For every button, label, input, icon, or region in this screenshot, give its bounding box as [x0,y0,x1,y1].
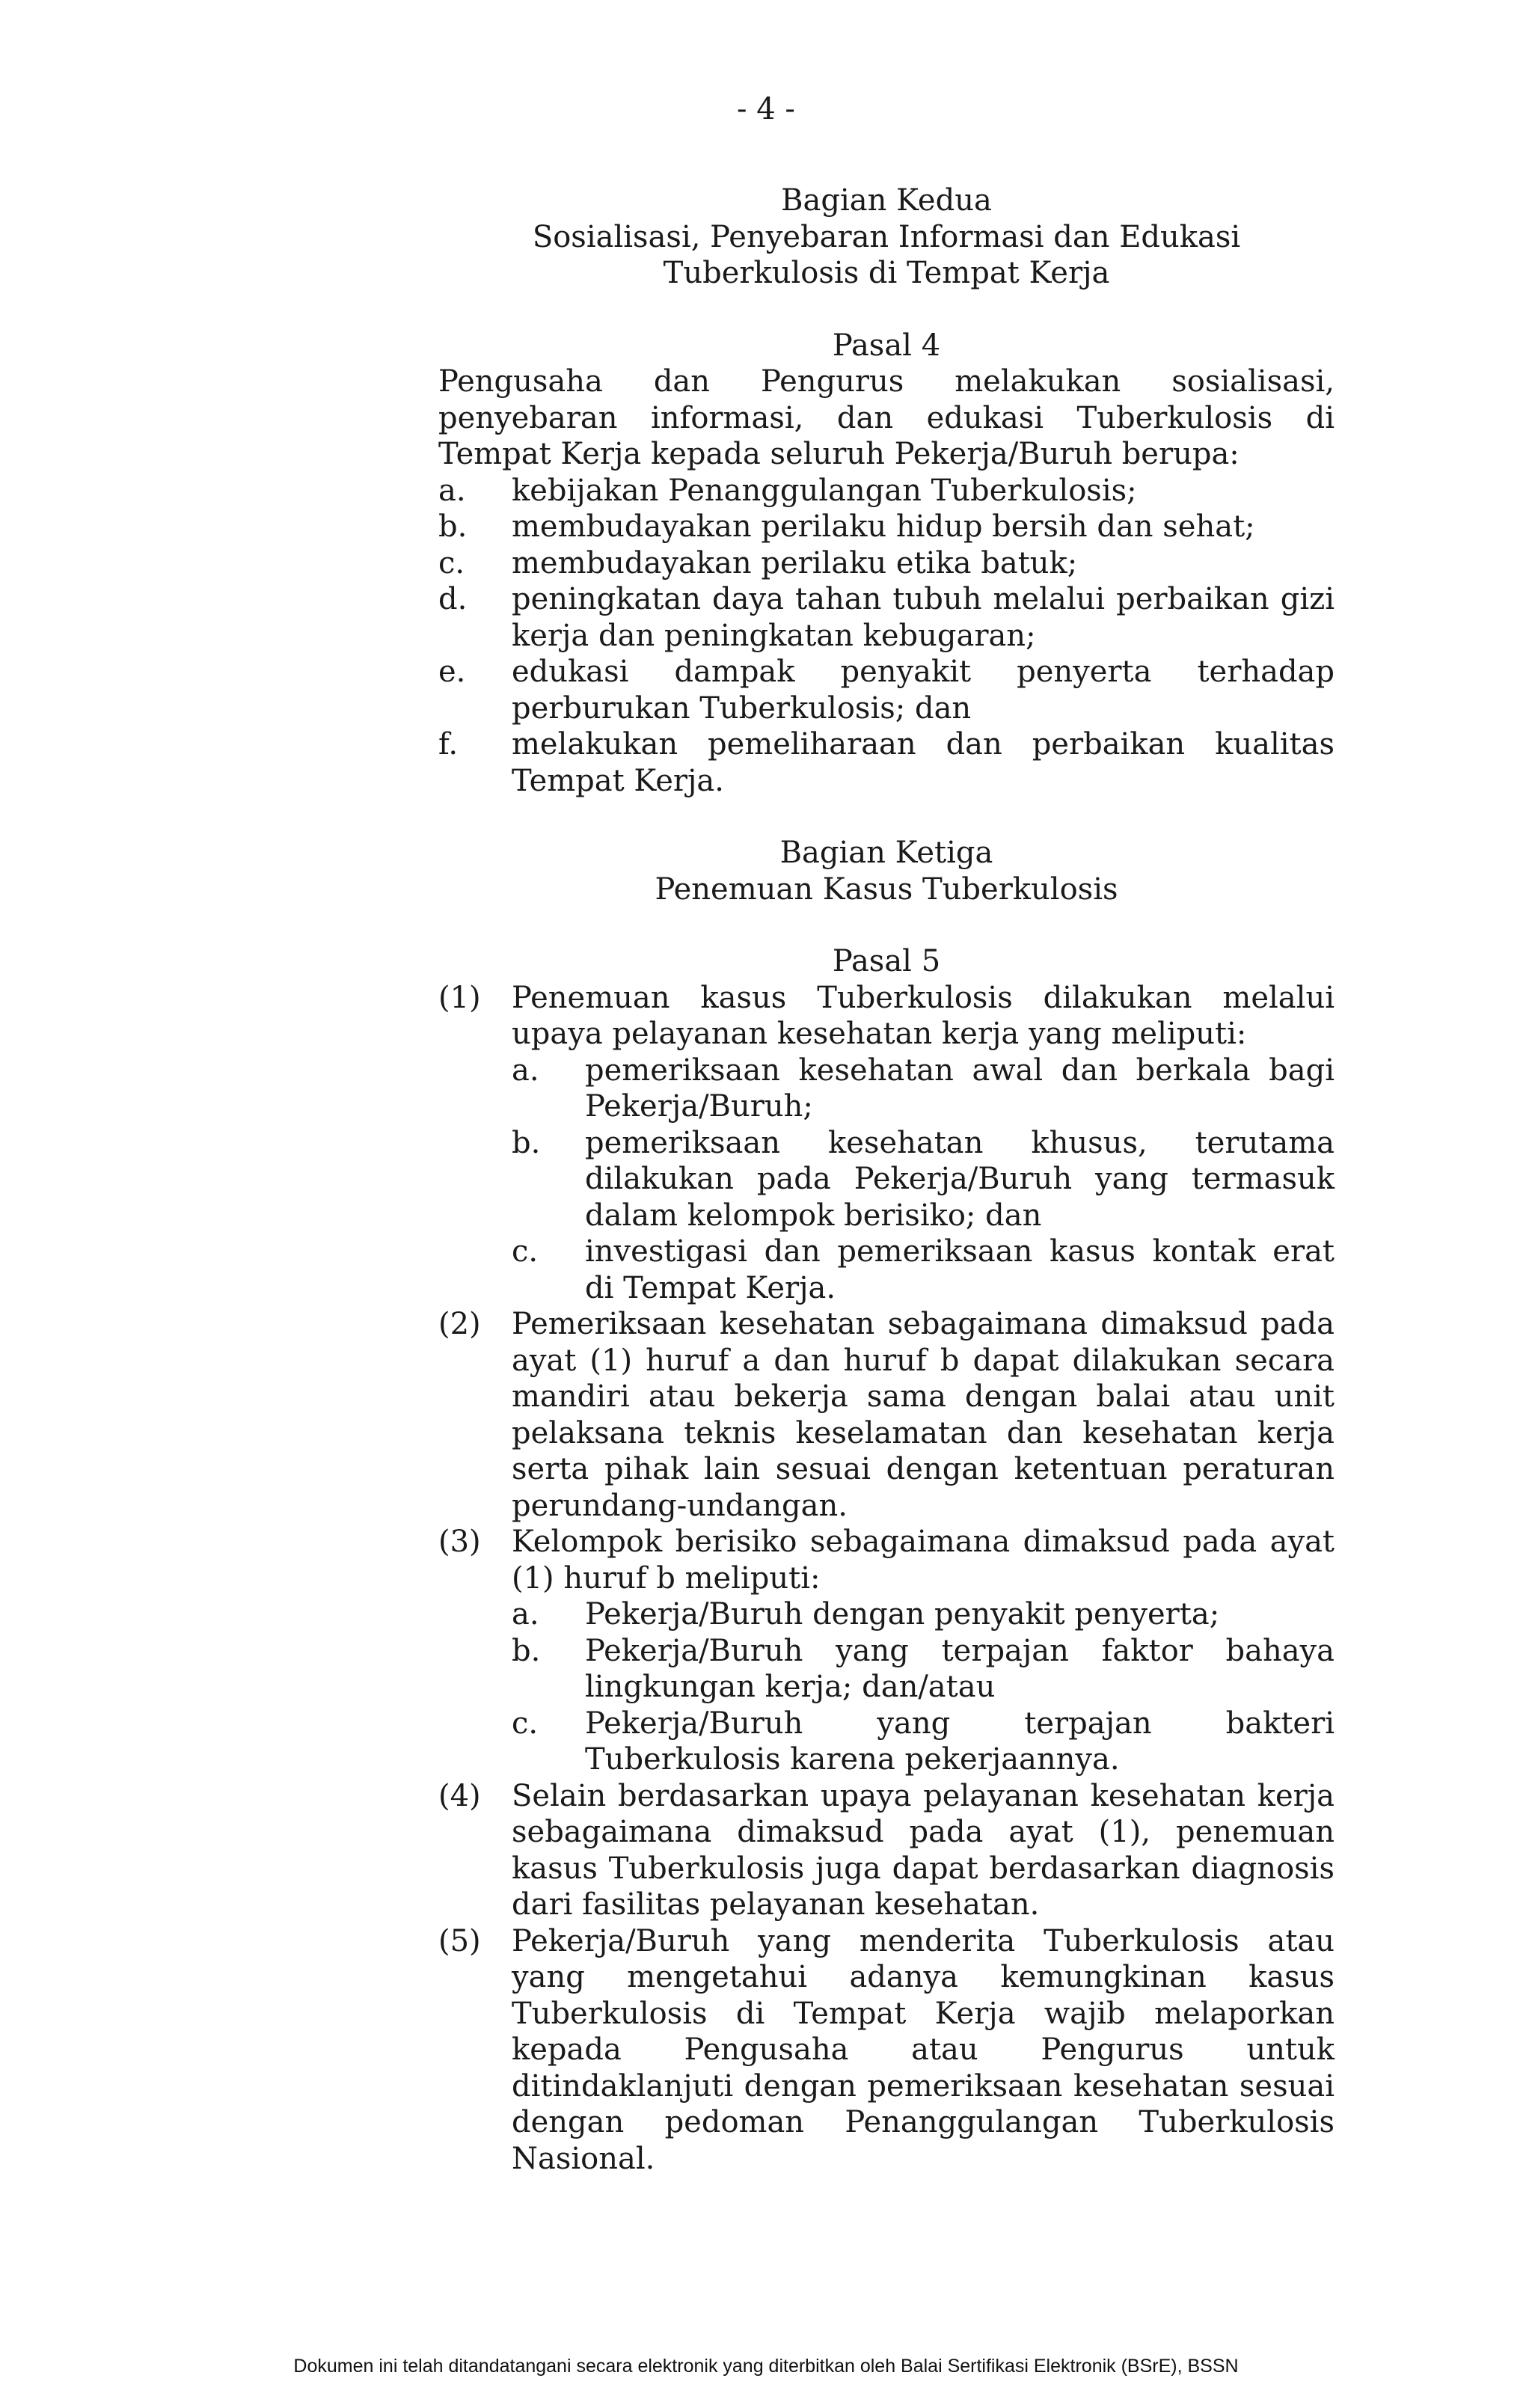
list-item-label: c. [438,545,465,580]
list-item-text: peningkatan daya tahan tubuh melalui perbaikan gizi kerja dan peningkatan kebugaran; [512,582,1335,653]
sub-item-label: b. [512,1125,541,1160]
list-item-text: membudayakan perilaku hidup bersih dan sehat; [512,509,1255,544]
list-item-text: kebijakan Penanggulangan Tuberkulosis; [512,473,1137,508]
paragraph-number: (1) [438,980,481,1015]
sub-item-text: pemeriksaan kesehatan khusus, terutama dilakukan pada Pekerja/Buruh yang termasuk dalam kelompok berisiko; dan [585,1125,1335,1233]
article-paragraphs [438,980,1335,2178]
list-item [438,726,1335,799]
article-list [438,473,1335,800]
paragraph-body [512,1923,1335,2178]
sub-item-label: c. [512,1706,539,1741]
sub-item [512,1706,1335,1778]
section-heading [438,835,1335,907]
section-subtitle: Tuberkulosis di Tempat Kerja [663,256,1110,290]
sub-item-text: Pekerja/Buruh yang terpajan faktor bahaya lingkungan kerja; dan/atau [585,1633,1335,1704]
paragraph [438,1923,1335,2178]
sub-item [512,1125,1335,1234]
list-item [438,581,1335,654]
list-item [438,654,1335,726]
list-item-label: e. [438,655,466,689]
list-item-label: d. [438,582,468,616]
document-body [438,183,1335,2177]
paragraph-body [512,1524,1335,1778]
section-subtitle: Sosialisasi, Penyebaran Informasi dan Edukasi [532,219,1241,254]
sub-item-label: c. [512,1234,539,1269]
article-title: Pasal 4 [832,328,941,363]
sub-item [512,1053,1335,1125]
paragraph-number: (3) [438,1525,481,1559]
list-item-text: edukasi dampak penyakit penyerta terhadap perburukan Tuberkulosis; dan [512,655,1335,726]
list-item-text: melakukan pemeliharaan dan perbaikan kualitas Tempat Kerja. [512,727,1335,798]
sub-item-label: a. [512,1597,539,1632]
paragraph [438,1306,1335,1524]
section-title: Bagian Ketiga [779,836,993,870]
section-title: Bagian Kedua [781,183,992,218]
list-item-text: membudayakan perilaku etika batuk; [512,545,1078,580]
paragraph-number: (2) [438,1307,481,1341]
paragraph-body [512,1778,1335,1923]
paragraph-number: (4) [438,1778,481,1813]
paragraph-text: Pemeriksaan kesehatan sebagaimana dimaksud pada ayat (1) huruf a dan huruf b dapat dilakukan secara mandiri atau bekerja sama dengan balai atau unit pelaksana teknis keselamatan dan kesehatan kerja serta pihak lain sesuai dengan ketentuan peraturan perundang-undangan. [512,1307,1335,1523]
paragraph-text: Pekerja/Buruh yang menderita Tuberkulosis atau yang mengetahui adanya kemungkinan kasus Tuberkulosis di Tempat Kerja wajib melaporkan kepada Pengusaha atau Pengurus untuk ditindaklanjuti dengan pemeriksaan kesehatan sesuai dengan pedoman Penanggulangan Tuberkulosis Nasional. [512,1923,1335,2176]
article-title: Pasal 5 [832,944,941,978]
sub-item [512,1234,1335,1306]
list-item [438,509,1335,545]
list-item [438,545,1335,582]
paragraph-text: Penemuan kasus Tuberkulosis dilakukan melalui upaya pelayanan kesehatan kerja yang meliputi: [512,980,1335,1051]
e-signature-footer: Dokumen ini telah ditandatangani secara elektronik yang diterbitkan oleh Balai Sertifikasi Elektronik (BSrE), BSSN [293,2356,1239,2377]
paragraph-text: Kelompok berisiko sebagaimana dimaksud pada ayat (1) huruf b meliputi: [512,1525,1335,1596]
paragraph [438,1524,1335,1778]
list-item [438,473,1335,509]
paragraph [438,980,1335,1307]
paragraph [438,1778,1335,1923]
sub-item [512,1633,1335,1706]
sub-item-text: Pekerja/Buruh yang terpajan bakteri Tuberkulosis karena pekerjaannya. [585,1706,1335,1777]
sub-item-text: Pekerja/Buruh dengan penyakit penyerta; [585,1597,1220,1632]
section-heading [438,183,1335,292]
sub-item-label: b. [512,1633,541,1668]
paragraph-text: Selain berdasarkan upaya pelayanan kesehatan kerja sebagaimana dimaksud pada ayat (1), penemuan kasus Tuberkulosis juga dapat berdasarkan diagnosis dari fasilitas pelayanan kesehatan. [512,1778,1335,1922]
list-item-label: b. [438,509,468,544]
paragraph-body [512,980,1335,1307]
section-subtitle: Penemuan Kasus Tuberkulosis [655,871,1118,907]
list-item-label: f. [438,727,459,762]
page-number: - 4 - [737,92,795,126]
sub-item-text: pemeriksaan kesehatan awal dan berkala bagi Pekerja/Buruh; [585,1053,1335,1124]
list-item-label: a. [438,473,466,508]
sub-item [512,1596,1335,1633]
sub-item-label: a. [512,1053,539,1088]
paragraph-body [512,1306,1335,1524]
article-intro: Pengusaha dan Pengurus melakukan sosialisasi, penyebaran informasi, dan edukasi Tuberkulosis di Tempat Kerja kepada seluruh Pekerja/Buruh berupa: [438,364,1335,471]
sub-item-text: investigasi dan pemeriksaan kasus kontak erat di Tempat Kerja. [585,1234,1335,1305]
paragraph-number: (5) [438,1923,481,1958]
